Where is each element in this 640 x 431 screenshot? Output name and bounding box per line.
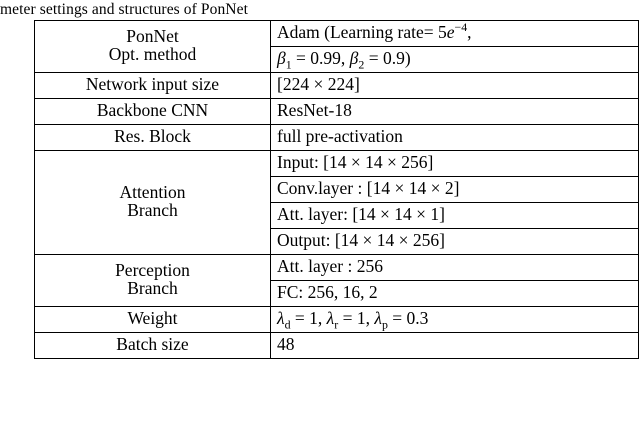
table-row [35,307,639,333]
row-value-attention-output: Output: [14 × 14 × 256] [271,229,639,255]
table-row [35,255,639,281]
table-row [35,73,639,99]
table-row [35,333,639,359]
lambda-d-value: = 1, [290,308,327,329]
row-value-batch-size: 48 [271,333,639,359]
parameter-table [34,20,639,359]
row-label-weight: Weight [35,307,271,333]
lambda-p-sub: p [381,317,388,332]
row-label-backbone-cnn: Backbone CNN [35,99,271,125]
row-label-line: Branch [127,200,178,220]
row-label-ponnet [35,21,271,73]
optimizer-comma: , [467,22,472,43]
row-value-res-block: full pre-activation [271,125,639,151]
parameter-table-container [34,20,638,359]
lambda-r-sub: r [334,317,339,332]
lambda-d-sub: d [284,317,291,332]
row-label-line: Attention [119,182,186,203]
lambda-r-value: = 1, [338,308,375,329]
table-row [35,21,639,47]
row-value-optimizer-line1 [271,21,639,47]
row-label-line: Opt. method [108,44,197,64]
table-caption: meter settings and structures of PonNet [0,1,248,18]
table-row [35,125,639,151]
row-value-optimizer-line2 [271,47,639,73]
row-value-weight [271,307,639,333]
row-value-attention-att-layer: Att. layer: [14 × 14 × 1] [271,203,639,229]
optimizer-exponent: −4 [454,20,468,35]
row-label-line: PonNet [126,26,179,47]
row-label-line: Perception [115,260,190,281]
table-row [35,99,639,125]
lambda-r-symbol: λ [326,308,335,329]
row-label-network-input-size: Network input size [35,73,271,99]
row-value-attention-input: Input: [14 × 14 × 256] [271,151,639,177]
lambda-d-symbol: λ [277,308,285,329]
beta2-value: = 0.9) [364,48,411,69]
row-label-perception-branch [35,255,271,307]
beta2-symbol: β [349,48,359,69]
row-value-perception-att-layer: Att. layer : 256 [271,255,639,281]
row-label-batch-size: Batch size [35,333,271,359]
row-value-attention-conv-layer: Conv.layer : [14 × 14 × 2] [271,177,639,203]
row-value-network-input-size: [224 × 224] [271,73,639,99]
optimizer-e: e [446,22,455,43]
row-label-attention-branch [35,151,271,255]
row-label-res-block: Res. Block [35,125,271,151]
lambda-p-symbol: λ [374,308,382,329]
lambda-p-value: = 0.3 [387,308,429,329]
beta1-sub: 1 [285,57,292,72]
table-row [35,151,639,177]
beta2-sub: 2 [358,57,365,72]
beta1-value: = 0.99, [291,48,350,69]
beta1-symbol: β [277,48,286,69]
row-value-perception-fc: FC: 256, 16, 2 [271,281,639,307]
row-value-backbone-cnn: ResNet-18 [271,99,639,125]
row-label-line: Branch [127,278,178,298]
optimizer-text: Adam (Learning rate= 5 [277,22,447,43]
